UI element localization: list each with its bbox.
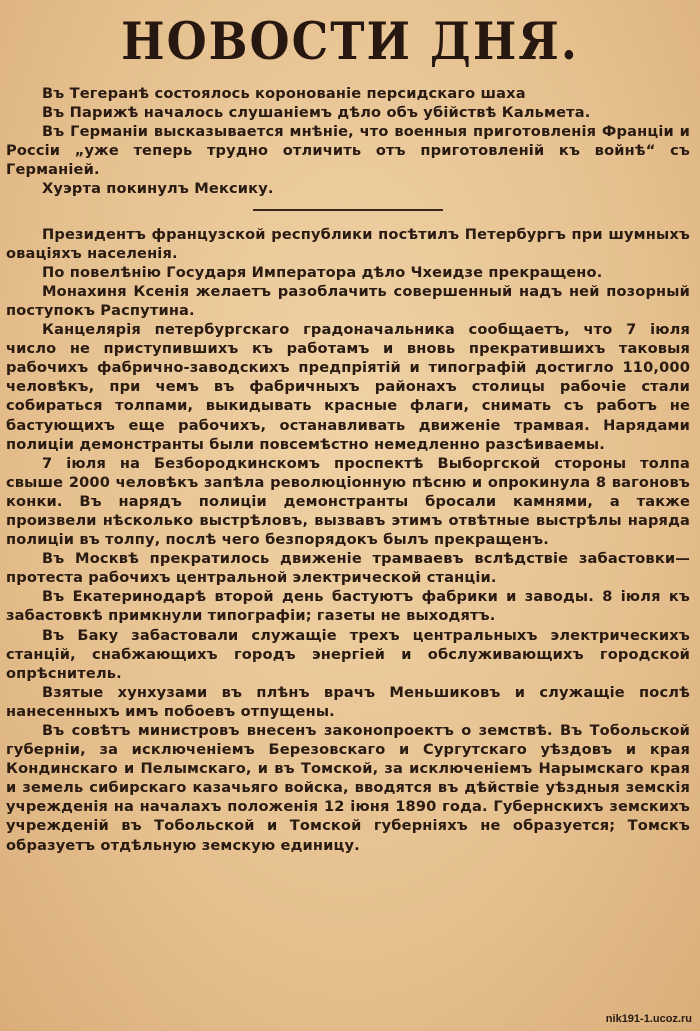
news-item: 7 іюля на Безбородкинскомъ проспектѣ Выборгской стороны толпа свыше 2000 человѣкъ запѣла революціонную пѣсню и опрокинула 8 вагоновъ конки. Въ нарядъ полиціи демонстранты бросали камнями, а также произвели нѣсколько выстрѣловъ, вызвавъ этимъ отвѣтные выстрѣлы наряда полиціи въ толпу, послѣ чего безпорядокъ былъ прекращенъ. — [6, 454, 690, 549]
news-item: Въ Баку забастовали служащіе трехъ центральныхъ электрическихъ станцій, снабжающихъ городъ энергіей и обслуживающихъ городской опрѣснитель. — [6, 626, 690, 682]
news-item: Хуэрта покинулъ Мексику. — [42, 180, 274, 198]
news-item: По повелѣнію Государя Императора дѣло Чхеидзе прекращено. — [42, 263, 603, 281]
news-item: Въ Москвѣ прекратилось движеніе трамваевъ вслѣдствіе забастовки—протеста рабочихъ центральной электрической станціи. — [6, 550, 690, 587]
news-item: Монахиня Ксенія желаетъ разоблачить совершенный надъ ней позорный поступокъ Распутина. — [6, 282, 690, 319]
news-item: Президентъ французской республики посѣтилъ Петербургъ при шумныхъ оваціяхъ населенія. — [6, 225, 690, 262]
news-item: Канцелярія петербургскаго градоначальника сообщаетъ, что 7 іюля число не приступившихъ къ работамъ и вновь прекратившихъ таковыя рабочихъ фабрично-заводскихъ предпріятій и типографій достигло 110,000 человѣкъ, при чемъ въ фабричныхъ районахъ столицы рабочіе стали собираться толпами, выкидывать красные флаги, снимать съ работъ не бастующихъ еще рабочихъ, останавливать движеніе трамвая. Нарядами полиціи демонстранты были повсемѣстно немедленно разсѣиваемы. — [6, 321, 690, 453]
news-item: Въ совѣтъ министровъ внесенъ законопроектъ о земствѣ. Въ Тобольской губерніи, за исключеніемъ Березовскаго и Сургутскаго уѣздовъ и края Кондинскаго и Пелымскаго, и въ Томской, за исключеніемъ Нарымскаго края и земель сибирскаго казачьяго войска, вводятся въ дѣйствіе уѣздныя земскія учрежденія на началахъ положенія 12 іюня 1890 года. Губернскихъ земскихъ учрежденій въ Тобольской и Томской губерніяхъ не образуется; Томскъ образуетъ отдѣльную земскую единицу. — [6, 722, 690, 854]
news-item: Взятые хунхузами въ плѣнъ врачъ Меньшиковъ и служащіе послѣ нанесенныхъ имъ побоевъ отпущены. — [6, 683, 690, 720]
section-divider — [253, 209, 443, 211]
news-item: Въ Екатеринодарѣ второй день бастуютъ фабрики и заводы. 8 іюля къ забастовкѣ примкнули типографіи; газеты не выходятъ. — [6, 588, 690, 625]
news-item: Въ Тегеранѣ состоялось коронованіе персидскаго шаха — [42, 85, 526, 102]
watermark: nik191-1.ucoz.ru — [605, 1013, 692, 1025]
news-item: Въ Парижѣ началось слушаніемъ дѣло объ убійствѣ Кальмета. — [42, 104, 591, 122]
news-item: Въ Германіи высказывается мнѣніе, что военныя приготовленія Франціи и Россіи „уже теперь трудно отличить отъ приготовленій къ войнѣ“ съ Германіей. — [6, 123, 690, 179]
page-title: НОВОСТИ ДНЯ. — [121, 10, 579, 72]
news-column — [6, 84, 690, 855]
